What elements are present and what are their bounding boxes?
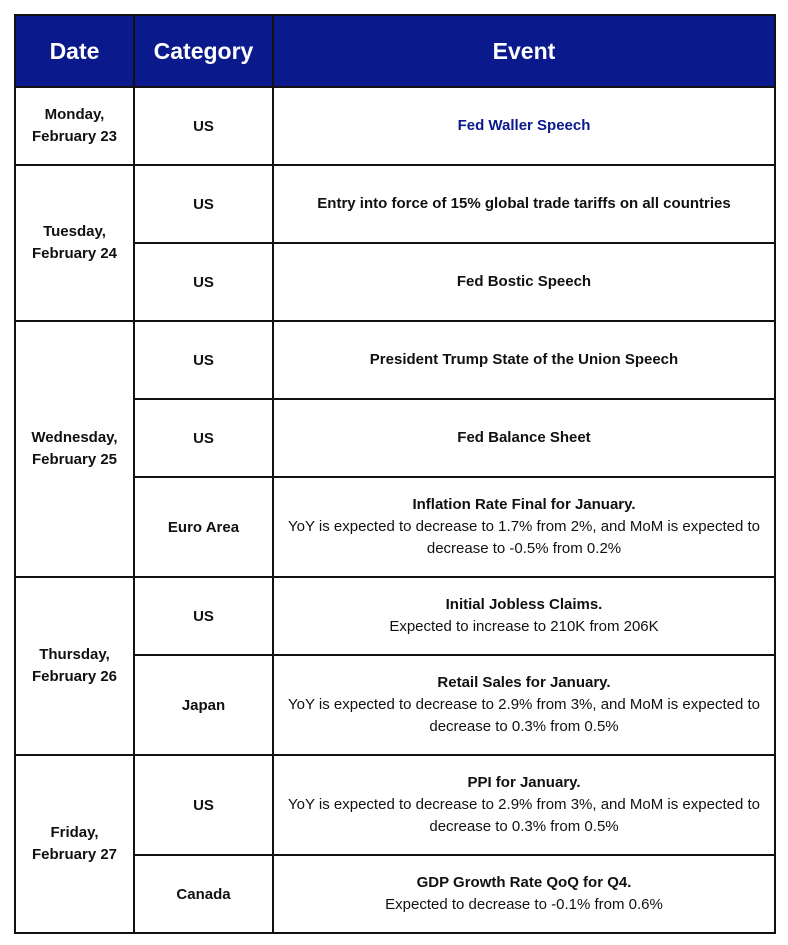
- event-cell: [273, 399, 775, 477]
- event-detail: YoY is expected to decrease to 2.9% from 3%, and MoM is expected to decrease to 0.3% from 0.5%: [288, 696, 760, 735]
- event-cell: [273, 577, 775, 655]
- date-weekday: Thursday,: [39, 646, 110, 663]
- event-title: GDP Growth Rate QoQ for Q4.: [416, 874, 632, 891]
- table-row: [15, 87, 775, 165]
- date-day: February 25: [31, 451, 118, 468]
- category-cell: US: [134, 243, 273, 321]
- table-row: [15, 165, 775, 243]
- header-row: [15, 15, 775, 87]
- date-day: February 26: [31, 668, 118, 685]
- economic-calendar-table: [14, 14, 776, 934]
- category-cell: US: [134, 87, 273, 165]
- category-cell: US: [134, 399, 273, 477]
- category-cell: Euro Area: [134, 477, 273, 577]
- event-title: Fed Balance Sheet: [457, 429, 591, 446]
- category-cell: US: [134, 577, 273, 655]
- date-cell: [15, 321, 134, 577]
- event-title: Retail Sales for January.: [437, 674, 611, 691]
- date-day: February 27: [31, 846, 118, 863]
- date-column-header: Date: [15, 15, 134, 87]
- category-cell: Canada: [134, 855, 273, 933]
- event-cell: [273, 855, 775, 933]
- category-cell: US: [134, 321, 273, 399]
- event-detail: YoY is expected to decrease to 1.7% from 2%, and MoM is expected to decrease to -0.5% from 0.2%: [288, 518, 760, 557]
- event-cell: [273, 87, 775, 165]
- date-day: February 23: [31, 128, 118, 145]
- date-weekday: Tuesday,: [43, 223, 106, 240]
- event-cell: [273, 477, 775, 577]
- event-detail: Expected to increase to 210K from 206K: [389, 618, 659, 635]
- category-cell: US: [134, 165, 273, 243]
- date-day: February 24: [31, 245, 118, 262]
- event-cell: [273, 655, 775, 755]
- category-column-header: Category: [134, 15, 273, 87]
- event-cell: [273, 755, 775, 855]
- event-title-link[interactable]: Fed Waller Speech: [457, 117, 591, 134]
- event-title: Entry into force of 15% global trade tariffs on all countries: [317, 195, 731, 212]
- event-detail: Expected to decrease to -0.1% from 0.6%: [385, 896, 663, 913]
- event-cell: [273, 165, 775, 243]
- date-weekday: Wednesday,: [31, 429, 118, 446]
- category-cell: US: [134, 755, 273, 855]
- event-title: Inflation Rate Final for January.: [412, 496, 636, 513]
- event-title: Fed Bostic Speech: [456, 273, 592, 290]
- date-weekday: Monday,: [44, 106, 105, 123]
- date-cell: [15, 87, 134, 165]
- category-cell: Japan: [134, 655, 273, 755]
- date-cell: [15, 165, 134, 321]
- table-row: [15, 321, 775, 399]
- event-title: Initial Jobless Claims.: [445, 596, 603, 613]
- date-cell: [15, 577, 134, 755]
- event-detail: YoY is expected to decrease to 2.9% from 3%, and MoM is expected to decrease to 0.3% from 0.5%: [288, 796, 760, 835]
- event-column-header: Event: [273, 15, 775, 87]
- event-cell: [273, 243, 775, 321]
- table-row: [15, 577, 775, 655]
- date-cell: [15, 755, 134, 933]
- table-row: [15, 755, 775, 855]
- event-title: PPI for January.: [467, 774, 581, 791]
- date-weekday: Friday,: [50, 824, 99, 841]
- event-cell: [273, 321, 775, 399]
- event-title: President Trump State of the Union Speech: [369, 351, 679, 368]
